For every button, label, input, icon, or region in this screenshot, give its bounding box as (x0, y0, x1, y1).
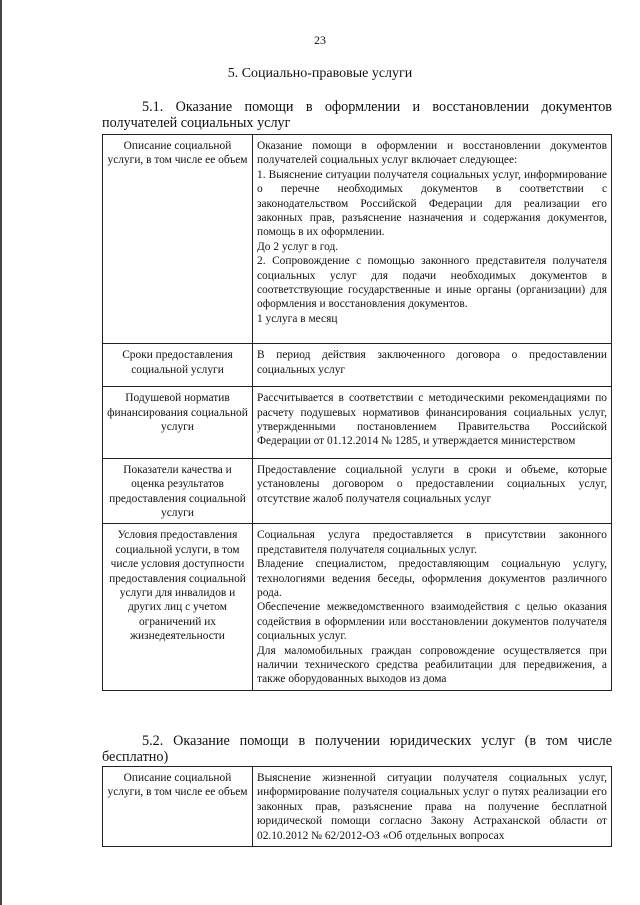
row-label: Подушевой норматив финансирования социальной услуги (103, 387, 253, 459)
row-label: Сроки предоставления социальной услуги (103, 344, 253, 387)
table-row (103, 524, 612, 690)
table-row (103, 767, 612, 847)
value-line: Владение специалистом, предоставляющим социальную услугу, технологиями ведения беседы, оформления документов различного рода. (257, 558, 607, 599)
row-value (253, 524, 612, 690)
service-table-5-1 (102, 134, 612, 691)
value-line: Социальная услуга предоставляется в присутствии законного представителя получателя социальных услуг. (257, 529, 607, 556)
value-line: До 2 услуг в год. (257, 240, 339, 253)
value-line: Выяснение жизненной ситуации получателя социальных услуг, информирование получателя социальных услуг о путях реализации его законных прав, разъяснение права на получение бесплатной юридической помощи согласно Закону Астраханской области от 02.10.2012 № 62/2012-ОЗ «Об отдельных вопросах (257, 772, 607, 842)
table-row (103, 458, 612, 524)
value-line: Оказание помощи в оформлении и восстановлении документов получателей социальных услуг включает следующее: (257, 140, 607, 167)
value-line: 1 услуга в месяц (257, 312, 338, 325)
service-table-5-2 (102, 766, 612, 847)
table-row (103, 344, 612, 387)
table-row (103, 135, 612, 344)
row-value (253, 135, 612, 344)
value-line: Обеспечение межведомственного взаимодействия с целью оказания содействия в оформлении или восстановлении документов получателя социальных услуг. (257, 601, 607, 643)
page-number: 23 (314, 33, 326, 47)
row-label: Описание социальной услуги, в том числе ее объем (103, 767, 253, 847)
row-value (253, 387, 612, 459)
value-line: Для маломобильных граждан сопровождение осуществляется при наличии технического средства реабилитации для передвижения, а также оборудованных выходов из дома (257, 644, 607, 686)
row-label: Условия предоставления социальной услуги, в том числе условия доступности предоставления социальной услуги для инвалидов и других лиц с учетом ограничений их жизнедеятельности (103, 524, 253, 690)
table-row (103, 387, 612, 459)
row-label: Показатели качества и оценка результатов предоставления социальной услуги (103, 458, 253, 524)
row-value (253, 458, 612, 524)
value-line: Предоставление социальной услуги в сроки и объеме, которые установлены договором о предоставлении социальных услуг, отсутствие жалоб получателя социальных услуг (257, 463, 607, 505)
row-value (253, 767, 612, 847)
scan-edge-line (0, 0, 2, 905)
value-line: 1. Выяснение ситуации получателя социальных услуг, информирование о перечне необходимых документов в соответствии с законодательством Российской Федерации для реализации его законных прав, разъяснение назначения и содержания документов, помощь в их оформлении. (257, 168, 607, 239)
value-line: В период действия заключенного договора о предоставлении социальных услуг (257, 349, 607, 376)
subsection-title-5-1: 5.1. Оказание помощи в оформлении и восстановлении документов получателей социальных услуг (102, 99, 612, 131)
value-line: 2. Сопровождение с помощью законного представителя получателя социальных услуг для подачи необходимых документов в соответствующие государственные и иные органы (организации) для оформления и восстановления документов. (257, 255, 607, 311)
row-label: Описание социальной услуги, в том числе ее объем (103, 135, 253, 344)
value-line: Рассчитывается в соответствии с методическими рекомендациями по расчету подушевых нормативов финансирования социальных услуг, утвержденными постановлением Правительства Российской Федерации от 01.12.2014 № 1285, и утверждается министерством (257, 392, 607, 448)
subsection-title-5-2: 5.2. Оказание помощи в получении юридических услуг (в том числе бесплатно) (102, 733, 612, 765)
section-title: 5. Социально-правовые услуги (227, 66, 413, 81)
row-value (253, 344, 612, 387)
